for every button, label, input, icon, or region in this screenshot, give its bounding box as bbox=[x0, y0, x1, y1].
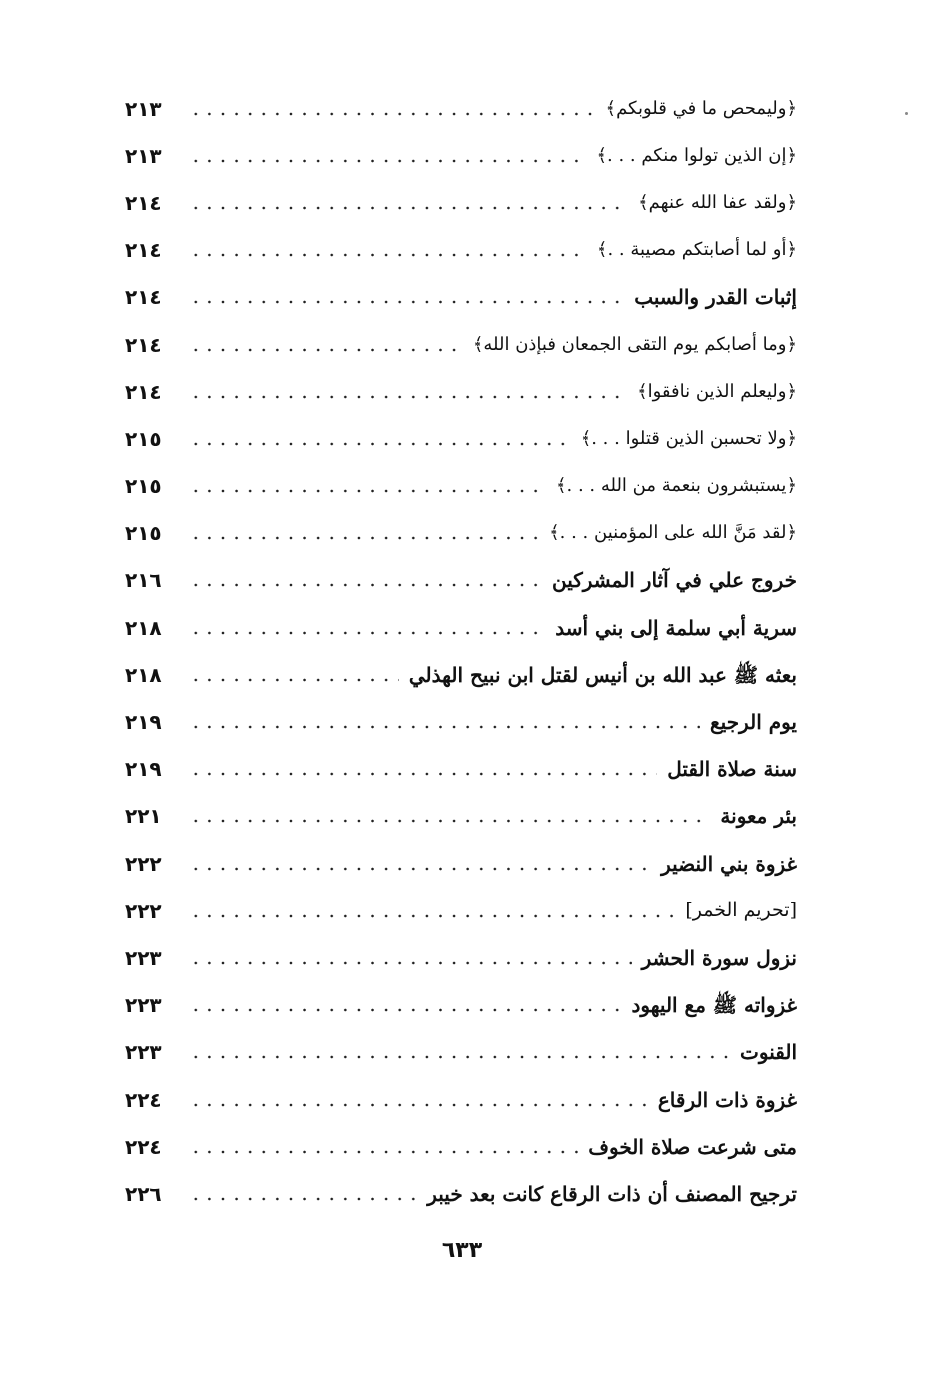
toc-entry-title: سنة صلاة القتل bbox=[667, 757, 797, 782]
toc-entry-page: ٢٢٢ bbox=[125, 851, 162, 876]
toc-entry bbox=[125, 1123, 797, 1170]
toc-entry bbox=[125, 227, 797, 274]
toc-entry-page: ٢٢٦ bbox=[125, 1181, 162, 1206]
toc-entry-title: بعثه ﷺ عبد الله بن أنيس لقتل ابن نبيح الهذلي bbox=[408, 662, 797, 687]
toc-entry-page: ٢١٤ bbox=[125, 332, 162, 357]
toc-entry-title: ﴿ولا تحسبن الذين قتلوا . . .﴾ bbox=[580, 427, 797, 449]
toc-entry bbox=[125, 321, 797, 368]
toc-entry bbox=[125, 793, 797, 840]
dot-leader bbox=[189, 724, 700, 730]
dot-leader bbox=[189, 1149, 578, 1155]
dot-leader bbox=[189, 771, 657, 777]
toc-entry bbox=[125, 604, 797, 651]
dot-leader bbox=[189, 488, 546, 494]
dot-leader bbox=[189, 205, 628, 211]
toc-entry bbox=[125, 698, 797, 745]
dot-leader bbox=[189, 677, 399, 683]
toc-entry-title: خروج علي في آثار المشركين bbox=[551, 568, 797, 593]
dot-leader bbox=[189, 630, 545, 636]
toc-entry-page: ٢١٤ bbox=[125, 238, 162, 263]
toc-entry-page: ٢١٣ bbox=[125, 96, 162, 121]
toc-entry bbox=[125, 463, 797, 510]
toc-entry-page: ٢١٣ bbox=[125, 143, 162, 168]
toc-entry-title: سرية أبي سلمة إلى بني أسد bbox=[555, 615, 797, 640]
toc-entry-title: ﴿وليمحص ما في قلوبكم﴾ bbox=[605, 97, 797, 119]
toc-entry-page: ٢١٥ bbox=[125, 426, 162, 451]
toc-entry-title: ﴿لقد مَنَّ الله على المؤمنين . . .﴾ bbox=[549, 522, 797, 544]
toc-entry-title: غزوة ذات الرقاع bbox=[657, 1087, 797, 1112]
toc-entry bbox=[125, 132, 797, 179]
margin-dot bbox=[905, 112, 908, 115]
toc-entry-page: ٢١٤ bbox=[125, 190, 162, 215]
dot-leader bbox=[189, 394, 627, 400]
dot-leader bbox=[189, 299, 624, 305]
toc-entry-page: ٢٢٣ bbox=[125, 1040, 162, 1065]
table-of-contents bbox=[125, 85, 797, 1218]
toc-entry-title: يوم الرجيع bbox=[710, 710, 797, 735]
dot-leader bbox=[189, 582, 542, 588]
dot-leader bbox=[189, 913, 675, 919]
dot-leader bbox=[189, 252, 587, 258]
toc-entry-page: ٢١٥ bbox=[125, 474, 162, 499]
dot-leader bbox=[189, 1102, 648, 1108]
toc-entry-page: ٢٢٣ bbox=[125, 945, 162, 970]
toc-entry-title: [تحريم الخمر] bbox=[685, 899, 797, 922]
toc-entry bbox=[125, 1076, 797, 1123]
toc-entry bbox=[125, 510, 797, 557]
toc-entry bbox=[125, 1029, 797, 1076]
toc-entry-title: غزوة بني النضير bbox=[661, 851, 797, 876]
toc-entry bbox=[125, 274, 797, 321]
dot-leader bbox=[189, 441, 571, 447]
page-number: ٦٣٣ bbox=[441, 1238, 483, 1263]
dot-leader bbox=[189, 1196, 417, 1202]
toc-entry-page: ٢٢٤ bbox=[125, 1087, 162, 1112]
toc-entry-page: ٢١٤ bbox=[125, 285, 162, 310]
toc-entry-title: متى شرعت صلاة الخوف bbox=[588, 1134, 797, 1159]
dot-leader bbox=[189, 960, 632, 966]
toc-entry-page: ٢٢١ bbox=[125, 804, 162, 829]
toc-entry bbox=[125, 934, 797, 981]
toc-entry-title: ﴿وليعلم الذين نافقوا﴾ bbox=[637, 380, 797, 402]
toc-entry-title: إثبات القدر والسبب bbox=[634, 285, 797, 310]
toc-entry bbox=[125, 887, 797, 934]
toc-entry bbox=[125, 840, 797, 887]
toc-entry bbox=[125, 179, 797, 226]
dot-leader bbox=[189, 1007, 621, 1013]
toc-entry-page: ٢١٨ bbox=[125, 662, 162, 687]
toc-entry-title: ﴿يستبشرون بنعمة من الله . . .﴾ bbox=[555, 475, 797, 497]
toc-entry bbox=[125, 557, 797, 604]
toc-entry-page: ٢٢٣ bbox=[125, 993, 162, 1018]
toc-entry-page: ٢١٩ bbox=[125, 757, 162, 782]
toc-entry-title: غزواته ﷺ مع اليهود bbox=[631, 993, 797, 1018]
dot-leader bbox=[189, 1054, 730, 1060]
toc-entry bbox=[125, 415, 797, 462]
toc-entry-page: ٢١٤ bbox=[125, 379, 162, 404]
toc-entry-title: ﴿إن الذين تولوا منكم . . .﴾ bbox=[596, 144, 797, 166]
dot-leader bbox=[189, 347, 463, 353]
toc-entry bbox=[125, 368, 797, 415]
toc-entry-page: ٢١٥ bbox=[125, 521, 162, 546]
toc-entry-title: القنوت bbox=[740, 1040, 797, 1065]
dot-leader bbox=[189, 866, 651, 872]
toc-entry-title: بئر معونة bbox=[720, 804, 797, 829]
toc-entry bbox=[125, 651, 797, 698]
toc-entry-title: ﴿ولقد عفا الله عنهم﴾ bbox=[638, 191, 797, 213]
toc-entry-page: ٢٢٤ bbox=[125, 1134, 162, 1159]
toc-entry-title: نزول سورة الحشر bbox=[641, 945, 797, 970]
toc-entry-page: ٢١٩ bbox=[125, 710, 162, 735]
dot-leader bbox=[189, 111, 596, 117]
toc-entry bbox=[125, 982, 797, 1029]
toc-entry bbox=[125, 85, 797, 132]
dot-leader bbox=[189, 818, 710, 824]
toc-entry-title: ﴿أو لما أصابتكم مصيبة . .﴾ bbox=[596, 239, 797, 261]
toc-entry-page: ٢١٨ bbox=[125, 615, 162, 640]
toc-entry-page: ٢٢٢ bbox=[125, 898, 162, 923]
dot-leader bbox=[189, 535, 539, 541]
toc-entry bbox=[125, 746, 797, 793]
toc-entry bbox=[125, 1170, 797, 1217]
dot-leader bbox=[189, 158, 586, 164]
toc-entry-page: ٢١٦ bbox=[125, 568, 162, 593]
toc-entry-title: ﴿وما أصابكم يوم التقى الجمعان فبإذن الله﴾ bbox=[472, 333, 797, 355]
toc-entry-title: ترجيح المصنف أن ذات الرقاع كانت بعد خيبر bbox=[427, 1181, 797, 1206]
